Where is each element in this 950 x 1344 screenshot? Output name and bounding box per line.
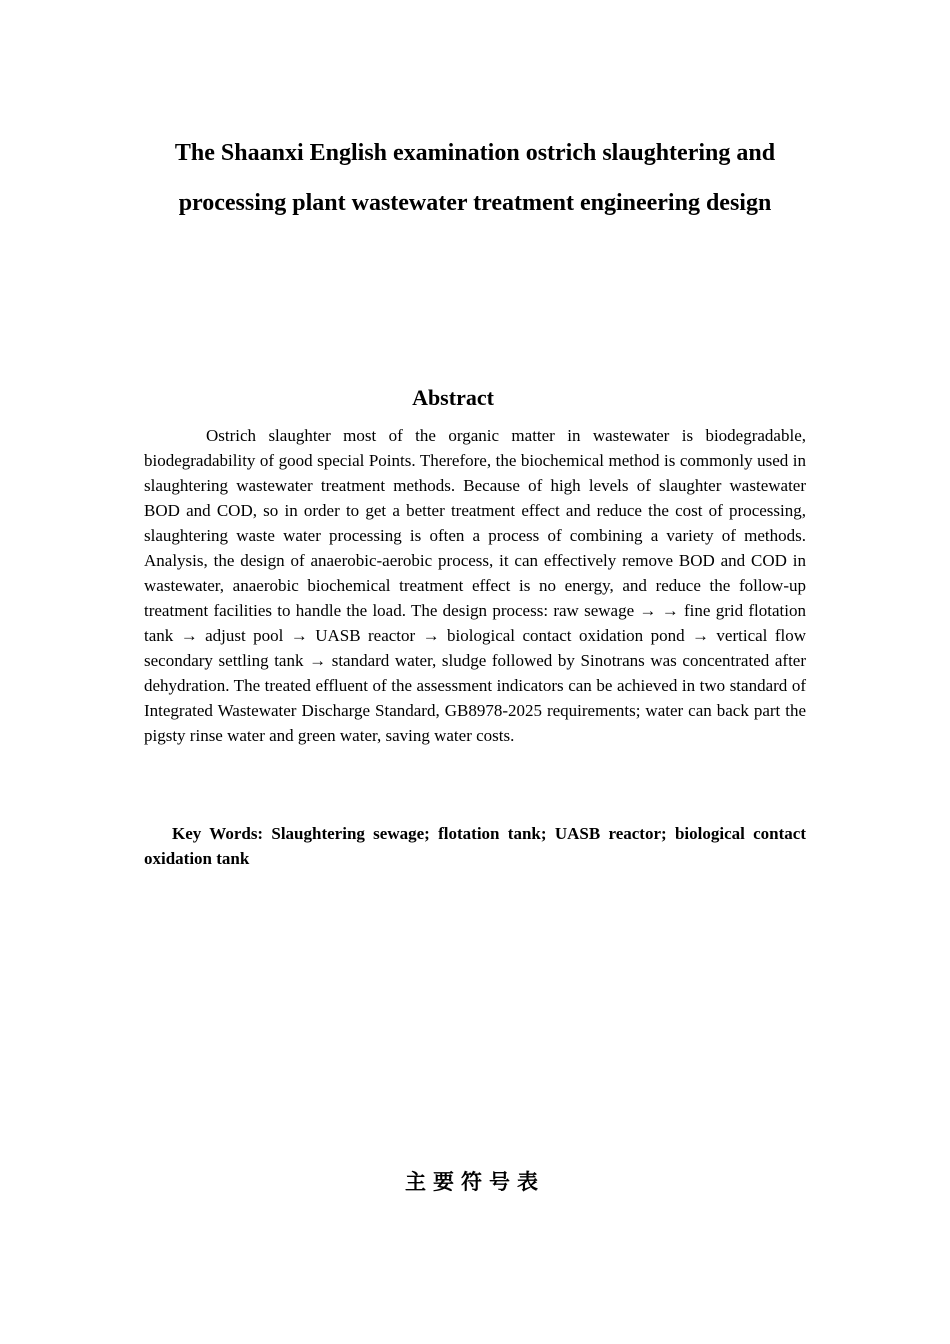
- title-line-2: processing plant wastewater treatment engineering design: [178, 190, 772, 216]
- abstract-body: Ostrich slaughter most of the organic matter in wastewater is biodegradable, biodegradability of good special Points. Therefore, the biochemical method is commonly used in slaughtering wastewater treatment methods. Because of high levels of slaughter wastewater BOD and COD, so in order to get a better treatment effect and reduce the cost of processing, slaughtering waste water processing is often a process of combining a variety of methods. Analysis, the design of anaerobic-aerobic process, it can effectively remove BOD and COD in wastewater, anaerobic biochemical treatment effect is no energy, and reduce the follow-up treatment facilities to handle the load. The design process: raw sewage → → fine grid flotation tank → adjust pool → UASB reactor → biological contact oxidation pond → vertical flow secondary settling tank → standard water, sludge followed by Sinotrans was concentrated after dehydration. The treated effluent of the assessment indicators can be achieved in two standard of Integrated Wastewater Discharge Standard, GB8978-2025 requirements; water can back part the pigsty rinse water and green water, saving water costs.: [144, 426, 806, 745]
- abstract-heading: Abstract: [412, 385, 494, 410]
- symbols-table-heading: 主要符号表: [405, 1170, 545, 1194]
- paper-title: [120, 128, 830, 228]
- keywords: Key Words: Slaughtering sewage; flotation tank; UASB reactor; biological contact oxidation tank: [144, 824, 806, 868]
- title-line-1: The Shaanxi English examination ostrich slaughtering and: [174, 140, 776, 166]
